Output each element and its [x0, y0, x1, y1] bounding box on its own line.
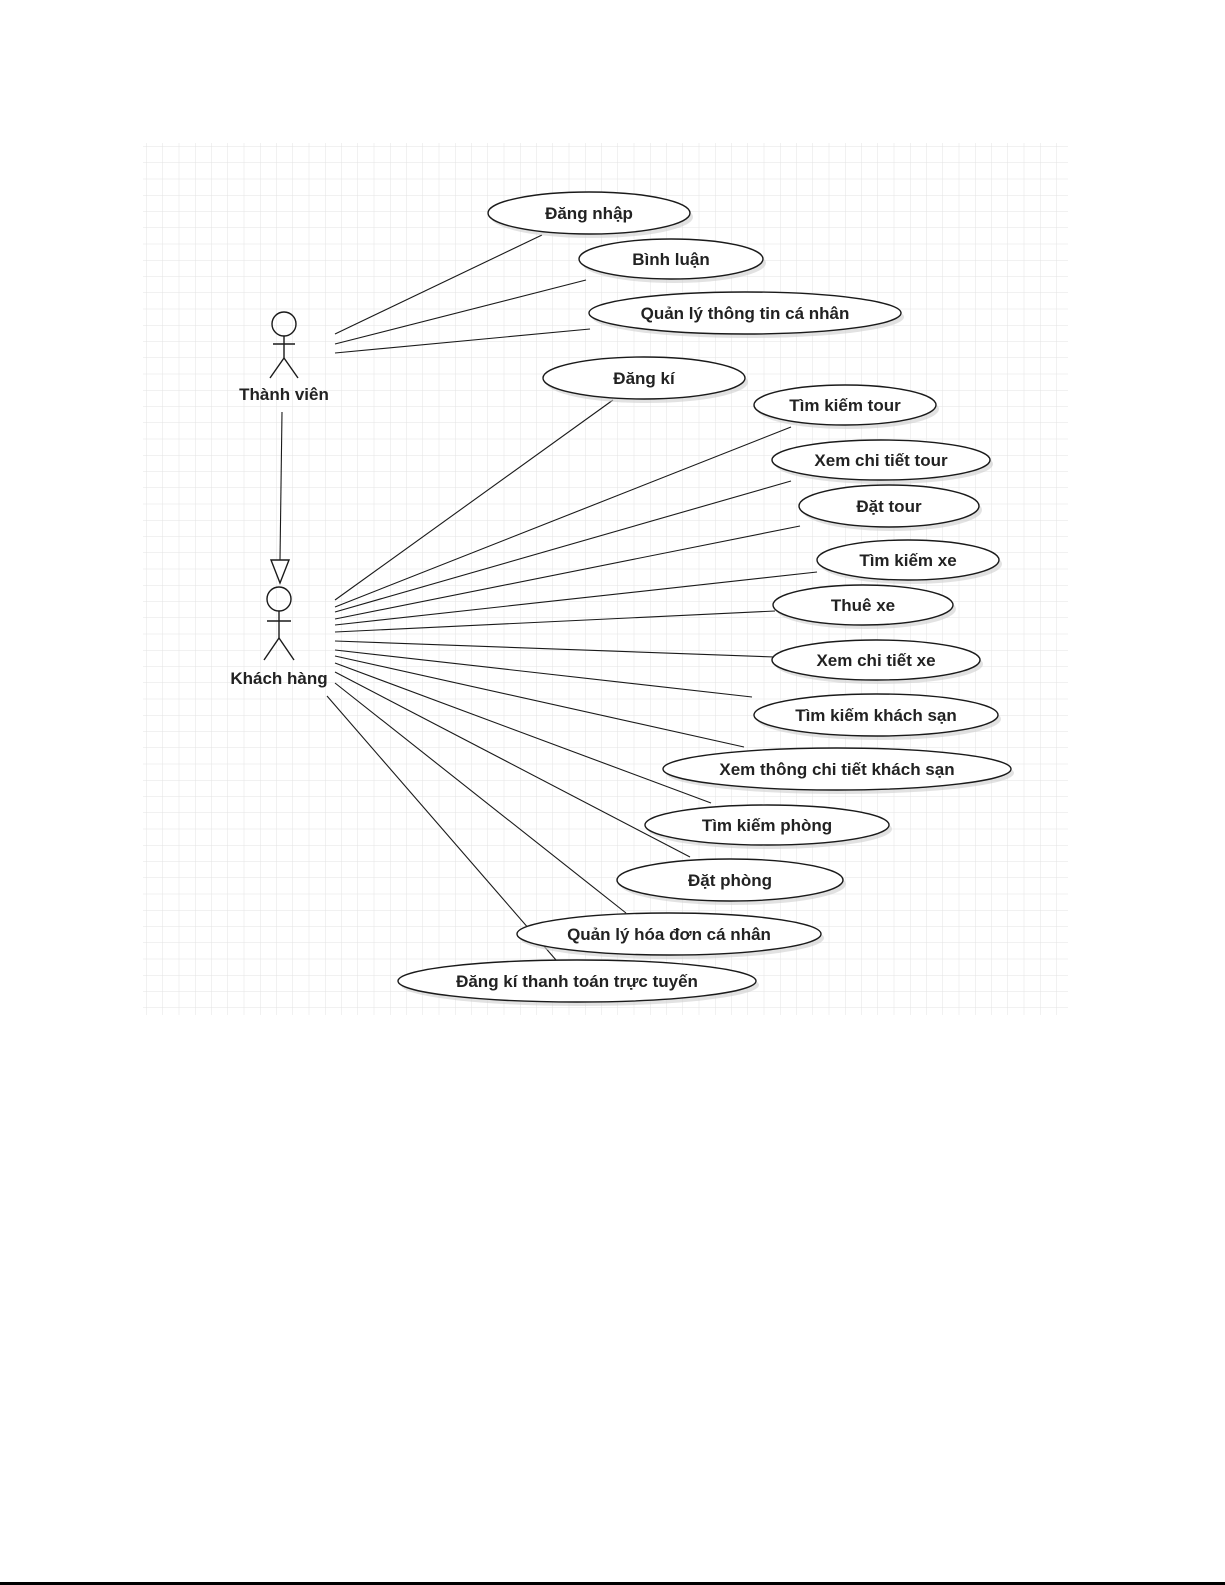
- use-case-label: Xem chi tiết xe: [816, 651, 936, 670]
- use-case-dat-phong[interactable]: [617, 859, 846, 905]
- actor-label: Thành viên: [239, 385, 329, 404]
- actor-label: Khách hàng: [230, 669, 328, 688]
- use-case-label: Bình luận: [632, 250, 710, 269]
- use-case-quan-ly-thong-tin[interactable]: [589, 292, 904, 338]
- use-case-label: Đặt phòng: [687, 871, 773, 890]
- use-case-label: Thuê xe: [830, 596, 896, 615]
- use-case-label: Quản lý thông tin cá nhân: [640, 304, 850, 323]
- use-case-label: Đăng kí: [613, 369, 675, 388]
- use-case-dat-tour[interactable]: [799, 485, 982, 531]
- use-case-label: Tìm kiếm xe: [859, 551, 957, 570]
- use-case-quan-ly-hoa-don[interactable]: [517, 913, 824, 959]
- use-case-label: Xem thông chi tiết khách sạn: [719, 760, 955, 779]
- use-case-label: Tìm kiếm tour: [789, 396, 901, 415]
- use-case-label: Đặt tour: [856, 497, 922, 516]
- use-case-dang-nhap[interactable]: [488, 192, 693, 238]
- use-case-label: Tìm kiếm khách sạn: [795, 706, 957, 725]
- use-case-label: Đăng kí thanh toán trực tuyến: [456, 972, 698, 991]
- use-case-label: Xem chi tiết tour: [814, 451, 948, 470]
- use-case-label: Quản lý hóa đơn cá nhân: [567, 925, 771, 944]
- use-case-tim-kiem-phong[interactable]: [645, 805, 892, 849]
- use-case-xem-chi-tiet-khach-san[interactable]: [663, 748, 1014, 794]
- use-case-dang-ki[interactable]: [543, 357, 748, 403]
- use-case-xem-chi-tiet-xe[interactable]: [772, 640, 983, 684]
- use-case-tim-kiem-xe[interactable]: [817, 540, 1002, 584]
- use-case-binh-luan[interactable]: [579, 239, 766, 283]
- use-case-xem-chi-tiet-tour[interactable]: [772, 440, 993, 484]
- use-case-tim-kiem-khach-san[interactable]: [754, 694, 1001, 740]
- use-case-label: Đăng nhập: [545, 204, 633, 223]
- use-case-label: Tìm kiếm phòng: [701, 816, 833, 835]
- use-case-tim-kiem-tour[interactable]: [754, 385, 939, 429]
- use-case-dang-ki-thanh-toan[interactable]: [398, 960, 759, 1006]
- use-case-thue-xe[interactable]: [773, 585, 956, 629]
